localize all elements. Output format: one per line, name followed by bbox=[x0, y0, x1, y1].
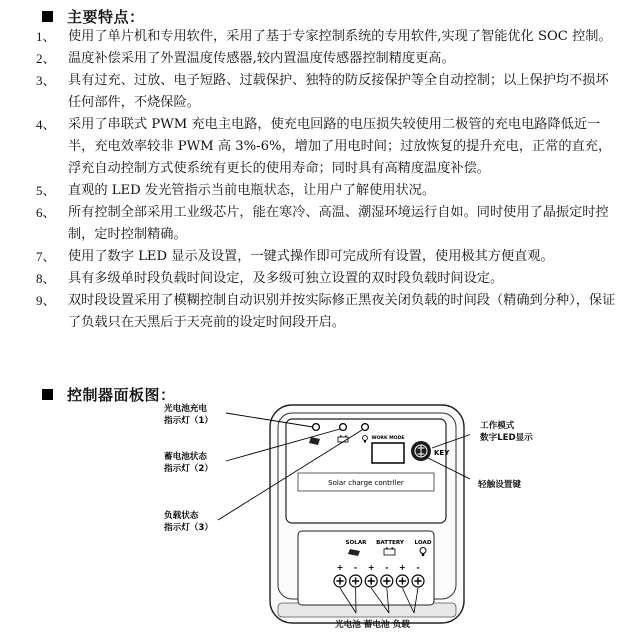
feature-text: 使用了单片机和专用软件，采用了基于专家控制系统的专用软件,实现了智能优化 SOC 控制。 bbox=[68, 29, 612, 44]
bullet-square-icon bbox=[42, 11, 53, 22]
feature-number: 4、 bbox=[36, 117, 56, 132]
polarity-sign: - bbox=[416, 563, 420, 572]
terminal-battery-label: BATTERY bbox=[376, 540, 404, 546]
feature-item bbox=[0, 114, 630, 180]
polarity-sign: + bbox=[399, 563, 406, 572]
mode-callout-line2: 数字LED显示 bbox=[480, 433, 533, 443]
feature-item bbox=[0, 26, 630, 48]
features-list bbox=[0, 26, 630, 334]
feature-item bbox=[0, 202, 630, 246]
key-callout: 轻触设置键 bbox=[478, 480, 521, 490]
load-led-callout-line2: 指示灯（3） bbox=[164, 523, 213, 533]
battery-led bbox=[340, 424, 347, 431]
mode-callout bbox=[480, 420, 533, 444]
brand-label: Solar charge contrller bbox=[328, 479, 404, 487]
feature-text: 具有多级单时段负载时间设定，及多级可独立设置的双时段负载时间设定。 bbox=[68, 271, 504, 286]
feature-item bbox=[0, 70, 630, 114]
feature-item bbox=[0, 246, 630, 268]
feature-number: 8、 bbox=[36, 271, 56, 286]
solar-led bbox=[313, 424, 320, 431]
solar-led-callout-line1: 光电池充电 bbox=[164, 404, 207, 414]
feature-item bbox=[0, 290, 630, 334]
polarity-sign: + bbox=[336, 563, 344, 572]
bottom-battery-label: 蓄电池 bbox=[363, 620, 390, 630]
polarity-sign: - bbox=[385, 563, 389, 572]
feature-text: 温度补偿采用了外置温度传感器,较内置温度传感器控制精度更高。 bbox=[68, 51, 455, 66]
feature-text: 直观的 LED 发光管指示当前电瓶状态，让用户了解使用状况。 bbox=[68, 183, 436, 198]
led-display bbox=[372, 443, 404, 463]
bottom-terminal-labels bbox=[335, 618, 410, 630]
feature-number: 5、 bbox=[36, 183, 56, 198]
feature-text: 具有过充、过放、电子短路、过载保护、独特的防反接保护等全自动控制；以上保护均不损坏任何部件，不烧保险。 bbox=[68, 73, 609, 110]
feature-item bbox=[0, 48, 630, 70]
feature-text: 使用了数字 LED 显示及设置，一键式操作即可完成所有设置，使用极其方便直观。 bbox=[68, 249, 554, 264]
features-heading-text: 主要特点： bbox=[67, 8, 145, 26]
panel-heading-text: 控制器面板图： bbox=[67, 386, 176, 404]
solar-led-callout-line2: 指示灯（1） bbox=[164, 416, 213, 426]
mode-callout-line1: 工作模式 bbox=[480, 421, 515, 431]
upper-front-panel bbox=[286, 419, 446, 523]
panel-heading bbox=[42, 384, 176, 405]
feature-number: 3、 bbox=[36, 73, 56, 88]
load-led bbox=[362, 424, 369, 431]
bottom-load-label: 负载 bbox=[392, 620, 410, 630]
feature-text: 所有控制全部采用工业级芯片，能在寒冷、高温、潮湿环境运行自如。同时使用了晶振定时控制，定时控制精确。 bbox=[68, 205, 609, 242]
battery-led-callout-line1: 蓄电池状态 bbox=[164, 452, 207, 462]
feature-item bbox=[0, 268, 630, 290]
work-mode-label: WORK MODE bbox=[371, 436, 405, 441]
feature-number: 6、 bbox=[36, 205, 56, 220]
feature-item bbox=[0, 180, 630, 202]
polarity-sign: - bbox=[353, 563, 358, 572]
polarity-sign: + bbox=[367, 563, 375, 572]
feature-text: 采用了串联式 PWM 充电主电路，使充电回路的电压损失较使用二极管的充电电路降低近一半，充电效率较非 PWM 高 3%-6%，增加了用电时间；过放恢复的提升充电，正常的直充，浮充自动控制方式使系统有更长的使用寿命；同时具有高精度温度补偿。 bbox=[68, 117, 612, 176]
key-label: KEY bbox=[434, 449, 450, 457]
feature-number: 9、 bbox=[36, 293, 56, 308]
feature-number: 2、 bbox=[36, 51, 56, 66]
terminal-load-label: LOAD bbox=[414, 540, 432, 546]
features-heading bbox=[42, 6, 145, 27]
bottom-solar-label: 光电池 bbox=[335, 620, 361, 630]
controller-panel-diagram bbox=[160, 395, 470, 634]
terminal-solar-label: SOLAR bbox=[345, 540, 367, 546]
feature-number: 7、 bbox=[36, 249, 56, 264]
battery-led-callout-line2: 指示灯（2） bbox=[164, 464, 213, 474]
feature-number: 1、 bbox=[36, 29, 56, 44]
feature-text: 双时段设置采用了模糊控制自动识别并按实际修正黑夜关闭负载的时间段（精确到分种），保证了负载只在天黑后于天亮前的设定时间段开启。 bbox=[68, 293, 616, 330]
load-led-callout-line1: 负载状态 bbox=[164, 511, 199, 521]
bullet-square-icon bbox=[42, 389, 53, 400]
